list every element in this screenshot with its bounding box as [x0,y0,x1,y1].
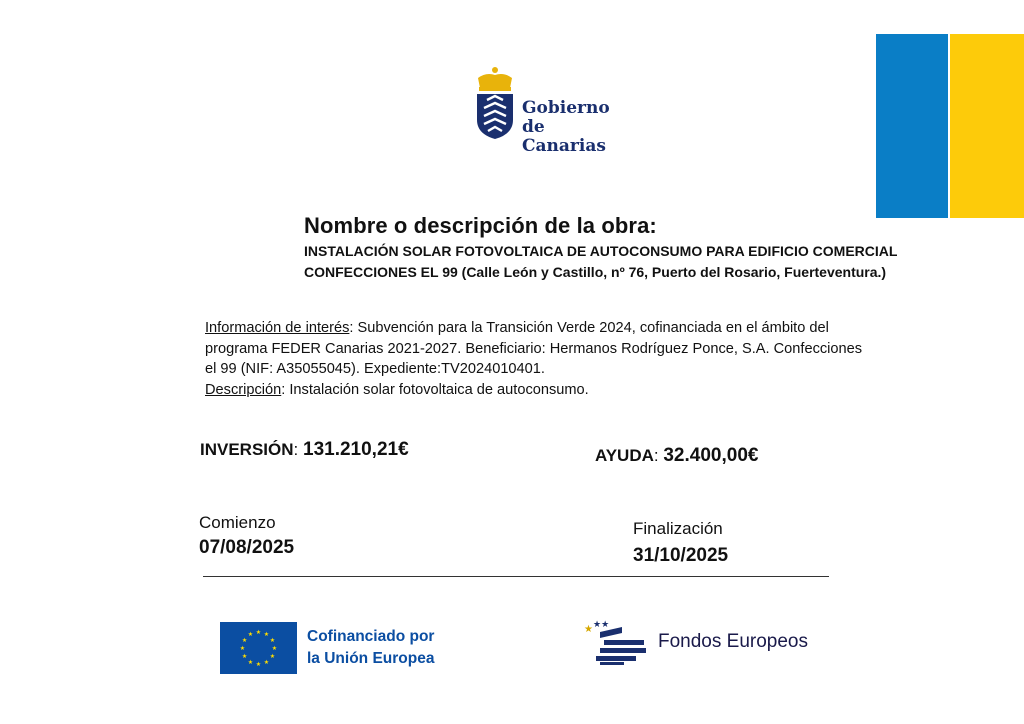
info-block [205,318,865,400]
divider [203,576,829,577]
eu-line1: Cofinanciado por [307,628,435,645]
ayuda-label: AYUDA [595,446,654,465]
eu-cofinanced-text [307,626,434,670]
eu-star-icon: ★ [241,637,248,644]
svg-text:★: ★ [584,624,593,635]
eu-star-icon: ★ [271,645,278,652]
eu-star-icon: ★ [241,653,248,660]
page-title: Nombre o descripción de la obra: [304,213,657,238]
end-label: Finalización [633,519,723,538]
eu-star-icon: ★ [269,653,276,660]
info-text: : Subvención para la Transición Verde 2024, cofinanciada en el ámbito del programa FEDER Canarias 2021-2027. Beneficiario: Hermanos Rodríguez Ponce, S.A. Confecciones el 99 (NIF: A35055045). Expediente:TV2024010401. [205,320,863,377]
eu-star-icon: ★ [247,658,254,666]
eu-star-icon: ★ [263,658,270,666]
description-text: : Instalación solar fotovoltaica de autoconsumo. [281,381,589,398]
flag-blue-stripe [876,34,948,218]
logo-line1: Gobierno [522,98,610,118]
start-date: 07/08/2025 [199,537,295,558]
start-label: Comienzo [199,513,276,532]
ayuda-colon: : [653,446,659,465]
inversion-value: 131.210,21€ [303,439,409,460]
eu-star-icon: ★ [269,637,276,644]
info-label: Información de interés [205,320,350,336]
eu-star-icon: ★ [255,661,262,668]
inversion-label: INVERSIÓN [200,440,294,459]
fondos-europeos-icon [582,618,646,666]
eu-flag-icon [220,622,297,674]
gobierno-logo [474,66,634,156]
inversion-colon: : [293,440,299,459]
eu-star-icon: ★ [255,629,262,636]
eu-star-icon: ★ [247,631,254,639]
eu-star-icon: ★ [239,645,246,652]
ayuda-amount [595,445,758,467]
obra-description: INSTALACIÓN SOLAR FOTOVOLTAICA DE AUTOCONSUMO PARA EDIFICIO COMERCIAL CONFECCIONES EL 99 (Calle León y Castillo, nº 76, Puerto del Rosario, Fuerteventura.) [304,243,898,280]
logo-line2: de Canarias [522,117,606,156]
flag-yellow-stripe [950,34,1024,218]
end-date: 31/10/2025 [633,545,729,566]
crown-coat-of-arms-icon [474,66,516,140]
ayuda-value: 32.400,00€ [663,445,759,466]
eu-star-icon: ★ [263,631,270,639]
inversion-amount [200,439,409,461]
svg-text:★★: ★★ [593,620,610,630]
eu-line2: la Unión Europea [307,650,435,667]
description-label: Descripción [205,381,282,398]
fondos-europeos-text: Fondos Europeos [658,631,808,652]
